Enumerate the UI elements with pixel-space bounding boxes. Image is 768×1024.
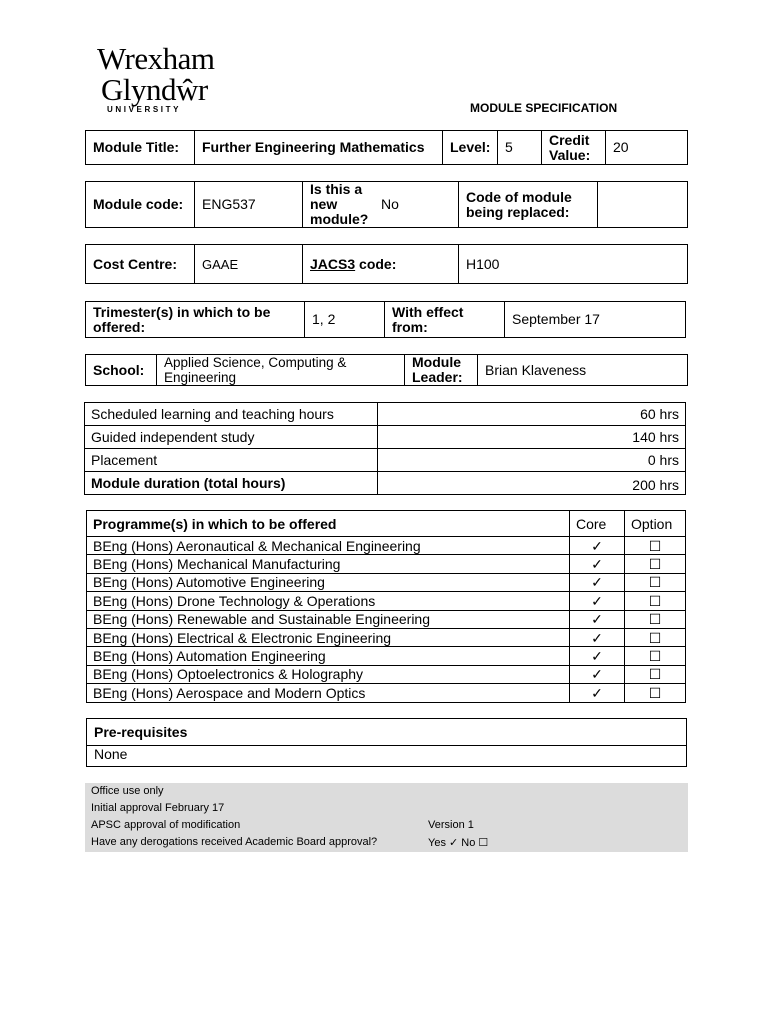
programme-name: BEng (Hons) Aerospace and Modern Optics [87, 684, 570, 702]
core-check-icon: ✓ [570, 628, 625, 646]
table-row [87, 684, 686, 702]
school-row [85, 354, 688, 386]
core-check-icon: ✓ [570, 592, 625, 610]
core-check-icon: ✓ [570, 610, 625, 628]
university-logo [97, 41, 237, 116]
programme-name: BEng (Hons) Aeronautical & Mechanical Engineering [87, 537, 570, 555]
jacs-label [302, 245, 458, 283]
table-row [87, 665, 686, 683]
module-code-value: ENG537 [194, 182, 302, 227]
table-row [85, 403, 686, 426]
module-title-label: Module Title: [93, 139, 180, 155]
module-code-row [85, 181, 688, 228]
new-module-label: Is this a new module? [302, 182, 374, 227]
programme-name: BEng (Hons) Renewable and Sustainable Engineering [87, 610, 570, 628]
table-row [85, 449, 686, 472]
programme-name: BEng (Hons) Drone Technology & Operations [87, 592, 570, 610]
module-title-value: Further Engineering Mathematics [194, 131, 442, 164]
option-checkbox-icon: ☐ [625, 610, 686, 628]
trimester-value: 1, 2 [304, 302, 384, 337]
table-row [87, 537, 686, 555]
hours-value: 0 hrs [378, 449, 686, 472]
programmes-table [86, 510, 686, 703]
programme-name: BEng (Hons) Electrical & Electronic Engineering [87, 628, 570, 646]
hours-value: 60 hrs [378, 403, 686, 426]
leader-label: Module Leader: [404, 355, 478, 385]
hours-total-value: 200 hrs [378, 472, 686, 495]
module-title-row [85, 130, 688, 165]
programme-name: BEng (Hons) Mechanical Manufacturing [87, 555, 570, 573]
hours-table [84, 402, 686, 495]
table-row [85, 472, 686, 495]
hours-value: 140 hrs [378, 426, 686, 449]
table-row [87, 647, 686, 665]
hours-label: Scheduled learning and teaching hours [85, 403, 378, 426]
level-value: 5 [497, 131, 541, 164]
core-check-icon: ✓ [570, 573, 625, 591]
core-check-icon: ✓ [570, 647, 625, 665]
core-check-icon: ✓ [570, 665, 625, 683]
office-use-panel [85, 783, 688, 852]
office-line-2: Initial approval February 17 [91, 802, 225, 814]
core-check-icon: ✓ [570, 684, 625, 702]
jacs-label-b: code: [355, 255, 397, 272]
option-checkbox-icon: ☐ [625, 573, 686, 591]
option-header: Option [625, 511, 686, 537]
leader-value: Brian Klaveness [477, 355, 689, 385]
school-label: School: [93, 361, 145, 378]
core-header: Core [570, 511, 625, 537]
trimester-row [85, 301, 686, 338]
logo-line-3: UNIVERSITY [107, 105, 182, 114]
cost-centre-row [85, 244, 688, 284]
cost-centre-value: GAAE [194, 245, 302, 283]
office-line-3: APSC approval of modification [91, 819, 241, 831]
option-checkbox-icon: ☐ [625, 628, 686, 646]
table-row [87, 592, 686, 610]
prerequisites-label: Pre-requisites [94, 724, 188, 740]
document-title: MODULE SPECIFICATION [470, 101, 618, 115]
core-check-icon: ✓ [570, 537, 625, 555]
level-label: Level: [442, 131, 497, 164]
module-code-label: Module code: [93, 196, 184, 212]
office-version: Version 1 [428, 819, 474, 831]
table-row [85, 426, 686, 449]
trimester-label: Trimester(s) in which to be offered: [93, 303, 271, 335]
table-row [87, 628, 686, 646]
programme-name: BEng (Hons) Automotive Engineering [87, 573, 570, 591]
replaced-value [597, 182, 689, 227]
prerequisites-value: None [94, 746, 128, 762]
table-row [87, 555, 686, 573]
jacs-value: H100 [458, 245, 689, 283]
prerequisites-box [86, 718, 687, 767]
option-checkbox-icon: ☐ [625, 647, 686, 665]
option-checkbox-icon: ☐ [625, 592, 686, 610]
option-checkbox-icon: ☐ [625, 555, 686, 573]
effect-value: September 17 [504, 302, 687, 337]
hours-label: Placement [85, 449, 378, 472]
hours-total-label: Module duration (total hours) [85, 472, 378, 495]
programme-name: BEng (Hons) Optoelectronics & Holography [87, 665, 570, 683]
credit-label: Credit Value: [541, 131, 605, 164]
table-header-row [87, 511, 686, 537]
programmes-header: Programme(s) in which to be offered [87, 511, 570, 537]
option-checkbox-icon: ☐ [625, 684, 686, 702]
office-line-4: Have any derogations received Academic Board approval? [91, 836, 378, 848]
logo-line-1: Wrexham [97, 41, 215, 76]
table-row [87, 573, 686, 591]
jacs-label-a: JACS3 [310, 255, 356, 272]
core-check-icon: ✓ [570, 555, 625, 573]
office-line-1: Office use only [91, 785, 164, 797]
programme-name: BEng (Hons) Automation Engineering [87, 647, 570, 665]
credit-value: 20 [605, 131, 689, 164]
logo-line-2: Glyndŵr [101, 72, 208, 107]
table-row [87, 610, 686, 628]
effect-label: With effect from: [384, 302, 504, 337]
option-checkbox-icon: ☐ [625, 665, 686, 683]
option-checkbox-icon: ☐ [625, 537, 686, 555]
office-yes-no: Yes ✓ No ☐ [428, 837, 489, 849]
hours-label: Guided independent study [85, 426, 378, 449]
prerequisites-divider [87, 745, 686, 746]
new-module-value: No [381, 196, 399, 212]
cost-centre-label: Cost Centre: [93, 255, 178, 272]
replaced-label: Code of module being replaced: [458, 182, 597, 227]
school-value: Applied Science, Computing & Engineering [156, 355, 389, 385]
